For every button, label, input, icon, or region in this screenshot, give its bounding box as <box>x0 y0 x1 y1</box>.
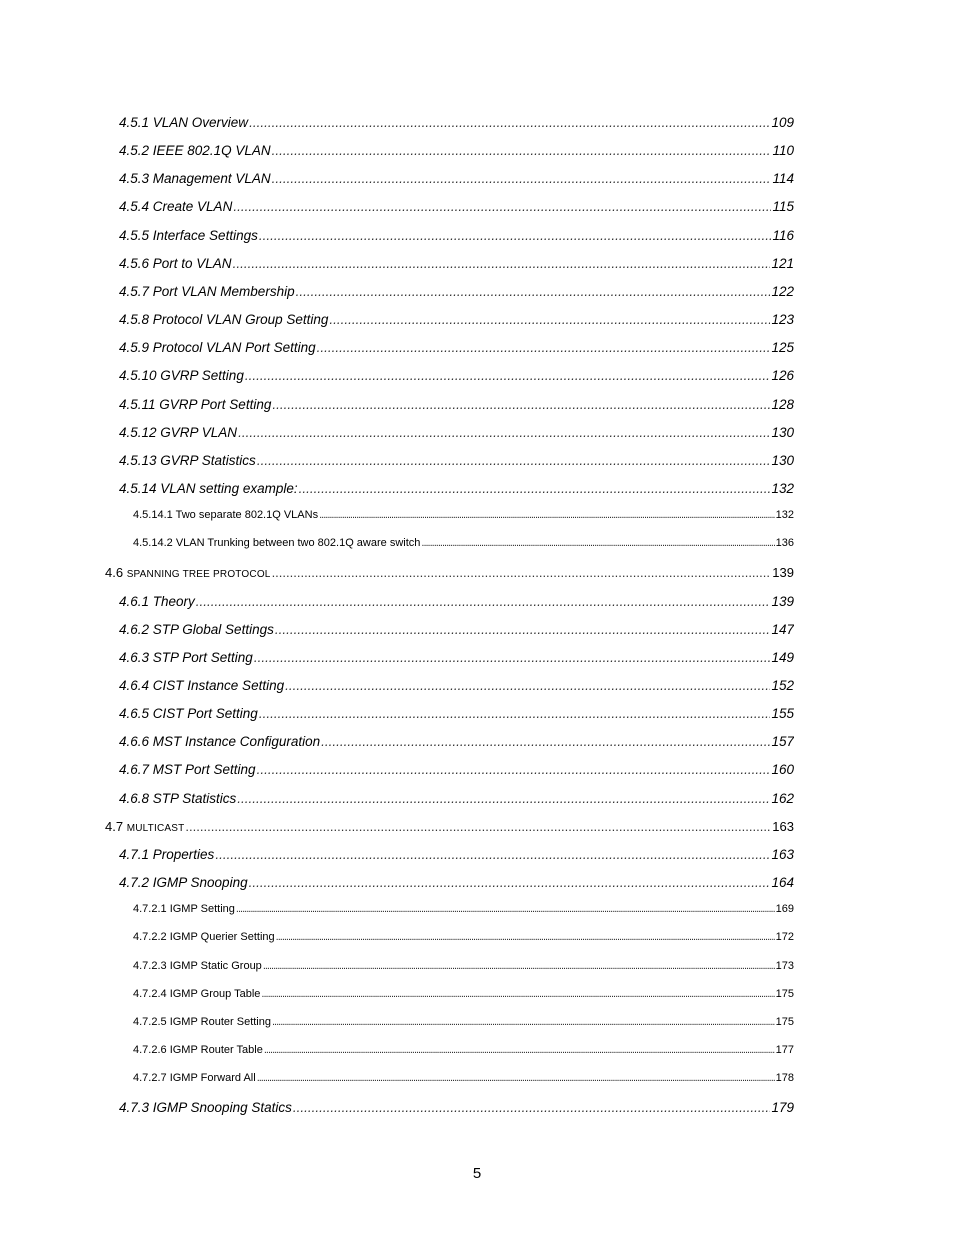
toc-dot-leader <box>276 931 775 943</box>
toc-entry[interactable] <box>105 565 794 580</box>
toc-entry[interactable] <box>119 706 794 721</box>
toc-entry-page: 115 <box>772 199 794 215</box>
toc-entry-page: 164 <box>771 875 794 891</box>
toc-dot-leader <box>257 453 771 468</box>
toc-entry[interactable] <box>133 988 794 1000</box>
toc-dot-leader <box>261 988 774 1000</box>
toc-entry-page: 178 <box>775 1072 794 1085</box>
toc-entry-title: 4.7.2.1 IGMP Setting <box>133 903 235 916</box>
toc-entry-title: 4.5.9 Protocol VLAN Port Setting <box>119 340 316 356</box>
toc-entry-page: 163 <box>772 818 794 834</box>
toc-entry[interactable] <box>133 1044 794 1056</box>
toc-entry-title: 4.6.3 STP Port Setting <box>119 649 253 665</box>
toc-entry[interactable] <box>133 509 794 521</box>
toc-entry[interactable] <box>119 875 794 890</box>
toc-dot-leader <box>317 340 771 355</box>
toc-entry-page: 172 <box>775 931 794 944</box>
toc-entry-page: 132 <box>775 509 794 522</box>
toc-entry-title: 4.7.2.6 IGMP Router Table <box>133 1043 263 1056</box>
toc-entry-title: 4.6.4 CIST Instance Setting <box>119 678 285 693</box>
toc-entry-title: 4.5.4 Create VLAN <box>119 199 233 215</box>
toc-dot-leader <box>185 819 771 834</box>
toc-entry[interactable] <box>133 1016 794 1028</box>
toc-entry-page: 175 <box>775 987 794 1000</box>
toc-entry-title: 4.7.2.4 IGMP Group Table <box>133 987 261 1000</box>
toc-entry[interactable] <box>119 734 794 749</box>
toc-dot-leader <box>329 312 770 327</box>
toc-dot-leader <box>285 678 770 693</box>
toc-entry-title: 4.5.14.2 VLAN Trunking between two 802.1Q aware switch <box>133 537 421 550</box>
toc-entry-page: 173 <box>775 959 794 972</box>
toc-entry-page: 125 <box>771 340 794 356</box>
toc-entry-title: 4.6.7 MST Port Setting <box>119 762 256 778</box>
toc-dot-leader <box>421 537 774 549</box>
toc-dot-leader <box>264 1044 775 1056</box>
toc-entry-page: 128 <box>771 396 794 412</box>
toc-entry[interactable] <box>119 143 794 158</box>
toc-entry[interactable] <box>119 622 794 637</box>
toc-entry-page: 175 <box>775 1015 794 1028</box>
toc-entry-page: 136 <box>775 537 794 550</box>
toc-dot-leader <box>196 594 771 609</box>
toc-entry-page: 160 <box>771 762 794 778</box>
toc-entry-page: 130 <box>771 452 794 468</box>
toc-entry[interactable] <box>119 847 794 862</box>
toc-dot-leader <box>257 1072 775 1084</box>
toc-entry-page: 139 <box>772 565 794 581</box>
toc-entry-page: 147 <box>771 621 794 637</box>
toc-entry[interactable] <box>133 537 794 549</box>
toc-dot-leader <box>319 509 775 521</box>
toc-entry-page: 114 <box>772 171 794 187</box>
toc-entry-page: 179 <box>771 1100 794 1116</box>
toc-dot-leader <box>259 228 772 243</box>
toc-entry-title: 4.5.2 IEEE 802.1Q VLAN <box>119 143 271 159</box>
toc-entry[interactable] <box>119 1100 794 1115</box>
toc-entry[interactable] <box>133 1072 794 1084</box>
toc-entry-page: 162 <box>771 790 794 806</box>
toc-entry[interactable] <box>119 453 794 468</box>
toc-dot-leader <box>249 115 770 130</box>
toc-entry-page: 110 <box>772 143 794 159</box>
toc-entry-page: 126 <box>771 368 794 384</box>
toc-entry-title: 4.6.2 STP Global Settings <box>119 621 274 637</box>
toc-entry-title: 4.6 SPANNING TREE PROTOCOL <box>105 565 271 581</box>
toc-entry-title: 4.5.6 Port to VLAN <box>119 255 232 271</box>
toc-entry-page: 177 <box>775 1043 794 1056</box>
toc-entry-title: 4.5.14 VLAN setting example: <box>119 480 298 496</box>
toc-entry-page: 152 <box>771 678 794 693</box>
toc-dot-leader <box>259 706 771 721</box>
toc-entry[interactable] <box>119 228 794 243</box>
toc-dot-leader <box>272 171 772 186</box>
toc-dot-leader <box>272 565 772 580</box>
toc-entry[interactable] <box>119 650 794 665</box>
toc-entry-title: 4.7.2 IGMP Snooping <box>119 875 248 891</box>
toc-dot-leader <box>254 650 771 665</box>
toc-dot-leader <box>293 1100 771 1115</box>
toc-entry-title: 4.6.8 STP Statistics <box>119 790 237 806</box>
toc-entry[interactable] <box>133 903 794 915</box>
toc-dot-leader <box>263 960 775 972</box>
toc-dot-leader <box>296 284 771 299</box>
toc-entry[interactable] <box>119 425 794 440</box>
toc-entry-page: 163 <box>771 846 794 862</box>
toc-entry-title: 4.7.2.2 IGMP Querier Setting <box>133 931 275 944</box>
toc-dot-leader <box>257 762 771 777</box>
toc-dot-leader <box>275 622 771 637</box>
toc-dot-leader <box>236 903 775 915</box>
toc-dot-leader <box>272 1016 775 1028</box>
toc-entry-title: 4.5.8 Protocol VLAN Group Setting <box>119 312 329 328</box>
toc-entry-page: 130 <box>771 424 794 440</box>
toc-entry-title: 4.7.1 Properties <box>119 846 215 862</box>
toc-entry-page: 157 <box>771 734 794 750</box>
toc-entry-page: 139 <box>771 593 794 609</box>
toc-entry[interactable] <box>119 678 794 693</box>
toc-entry-page: 132 <box>771 480 794 496</box>
toc-entry[interactable] <box>119 115 794 130</box>
toc-entry[interactable] <box>119 199 794 214</box>
toc-entry-page: 123 <box>771 312 794 328</box>
toc-entry-page: 121 <box>771 255 794 271</box>
toc-entry-title: 4.5.7 Port VLAN Membership <box>119 283 295 299</box>
toc-entry-title: 4.6.5 CIST Port Setting <box>119 706 258 722</box>
toc-entry-page: 155 <box>771 706 794 722</box>
toc-entry[interactable] <box>119 481 794 496</box>
toc-dot-leader <box>238 425 770 440</box>
toc-entry-title: 4.5.12 GVRP VLAN <box>119 424 238 440</box>
toc-entry[interactable] <box>119 312 794 327</box>
toc-entry-title: 4.7.2.3 IGMP Static Group <box>133 959 262 972</box>
toc-dot-leader <box>237 791 770 806</box>
toc-entry[interactable] <box>119 256 794 271</box>
toc-entry[interactable] <box>105 819 794 834</box>
toc-entry-page: 169 <box>775 903 794 916</box>
toc-entry[interactable] <box>119 368 794 383</box>
toc-entry-title: 4.6.6 MST Instance Configuration <box>119 734 321 750</box>
toc-entry-title: 4.5.13 GVRP Statistics <box>119 452 256 468</box>
toc-entry[interactable] <box>119 171 794 186</box>
toc-entry[interactable] <box>119 397 794 412</box>
toc-entry-title: 4.5.1 VLAN Overview <box>119 115 249 130</box>
toc-entry[interactable] <box>133 960 794 972</box>
toc-entry-title: 4.5.10 GVRP Setting <box>119 368 244 384</box>
toc-entry-title: 4.6.1 Theory <box>119 593 195 609</box>
toc-entry[interactable] <box>119 762 794 777</box>
toc-dot-leader <box>272 397 770 412</box>
toc-entry-title: 4.5.5 Interface Settings <box>119 227 258 243</box>
toc-dot-leader <box>272 143 772 158</box>
toc-dot-leader <box>245 368 771 383</box>
toc-entry[interactable] <box>119 791 794 806</box>
toc-entry-title: 4.7 MULTICAST <box>105 818 185 834</box>
toc-entry[interactable] <box>119 594 794 609</box>
toc-entry-title: 4.5.3 Management VLAN <box>119 171 271 187</box>
toc-entry-page: 149 <box>771 649 794 665</box>
toc-entry-title: 4.5.14.1 Two separate 802.1Q VLANs <box>133 509 319 522</box>
toc-entry[interactable] <box>119 284 794 299</box>
toc-entry-page: 109 <box>771 115 794 130</box>
toc-dot-leader <box>321 734 770 749</box>
toc-dot-leader <box>249 875 771 890</box>
toc-entry-page: 122 <box>771 283 794 299</box>
toc-entry-page: 116 <box>772 227 794 243</box>
toc-entry[interactable] <box>133 931 794 943</box>
page-number: 5 <box>472 1165 482 1182</box>
toc-dot-leader <box>215 847 770 862</box>
toc-entry[interactable] <box>119 340 794 355</box>
toc-entry-title: 4.5.11 GVRP Port Setting <box>119 396 272 412</box>
toc-dot-leader <box>299 481 771 496</box>
toc-dot-leader <box>233 199 771 214</box>
toc-entry-title: 4.7.3 IGMP Snooping Statics <box>119 1100 292 1116</box>
toc-entry-title: 4.7.2.5 IGMP Router Setting <box>133 1015 271 1028</box>
toc-entry-title: 4.7.2.7 IGMP Forward All <box>133 1072 256 1085</box>
toc-dot-leader <box>233 256 771 271</box>
